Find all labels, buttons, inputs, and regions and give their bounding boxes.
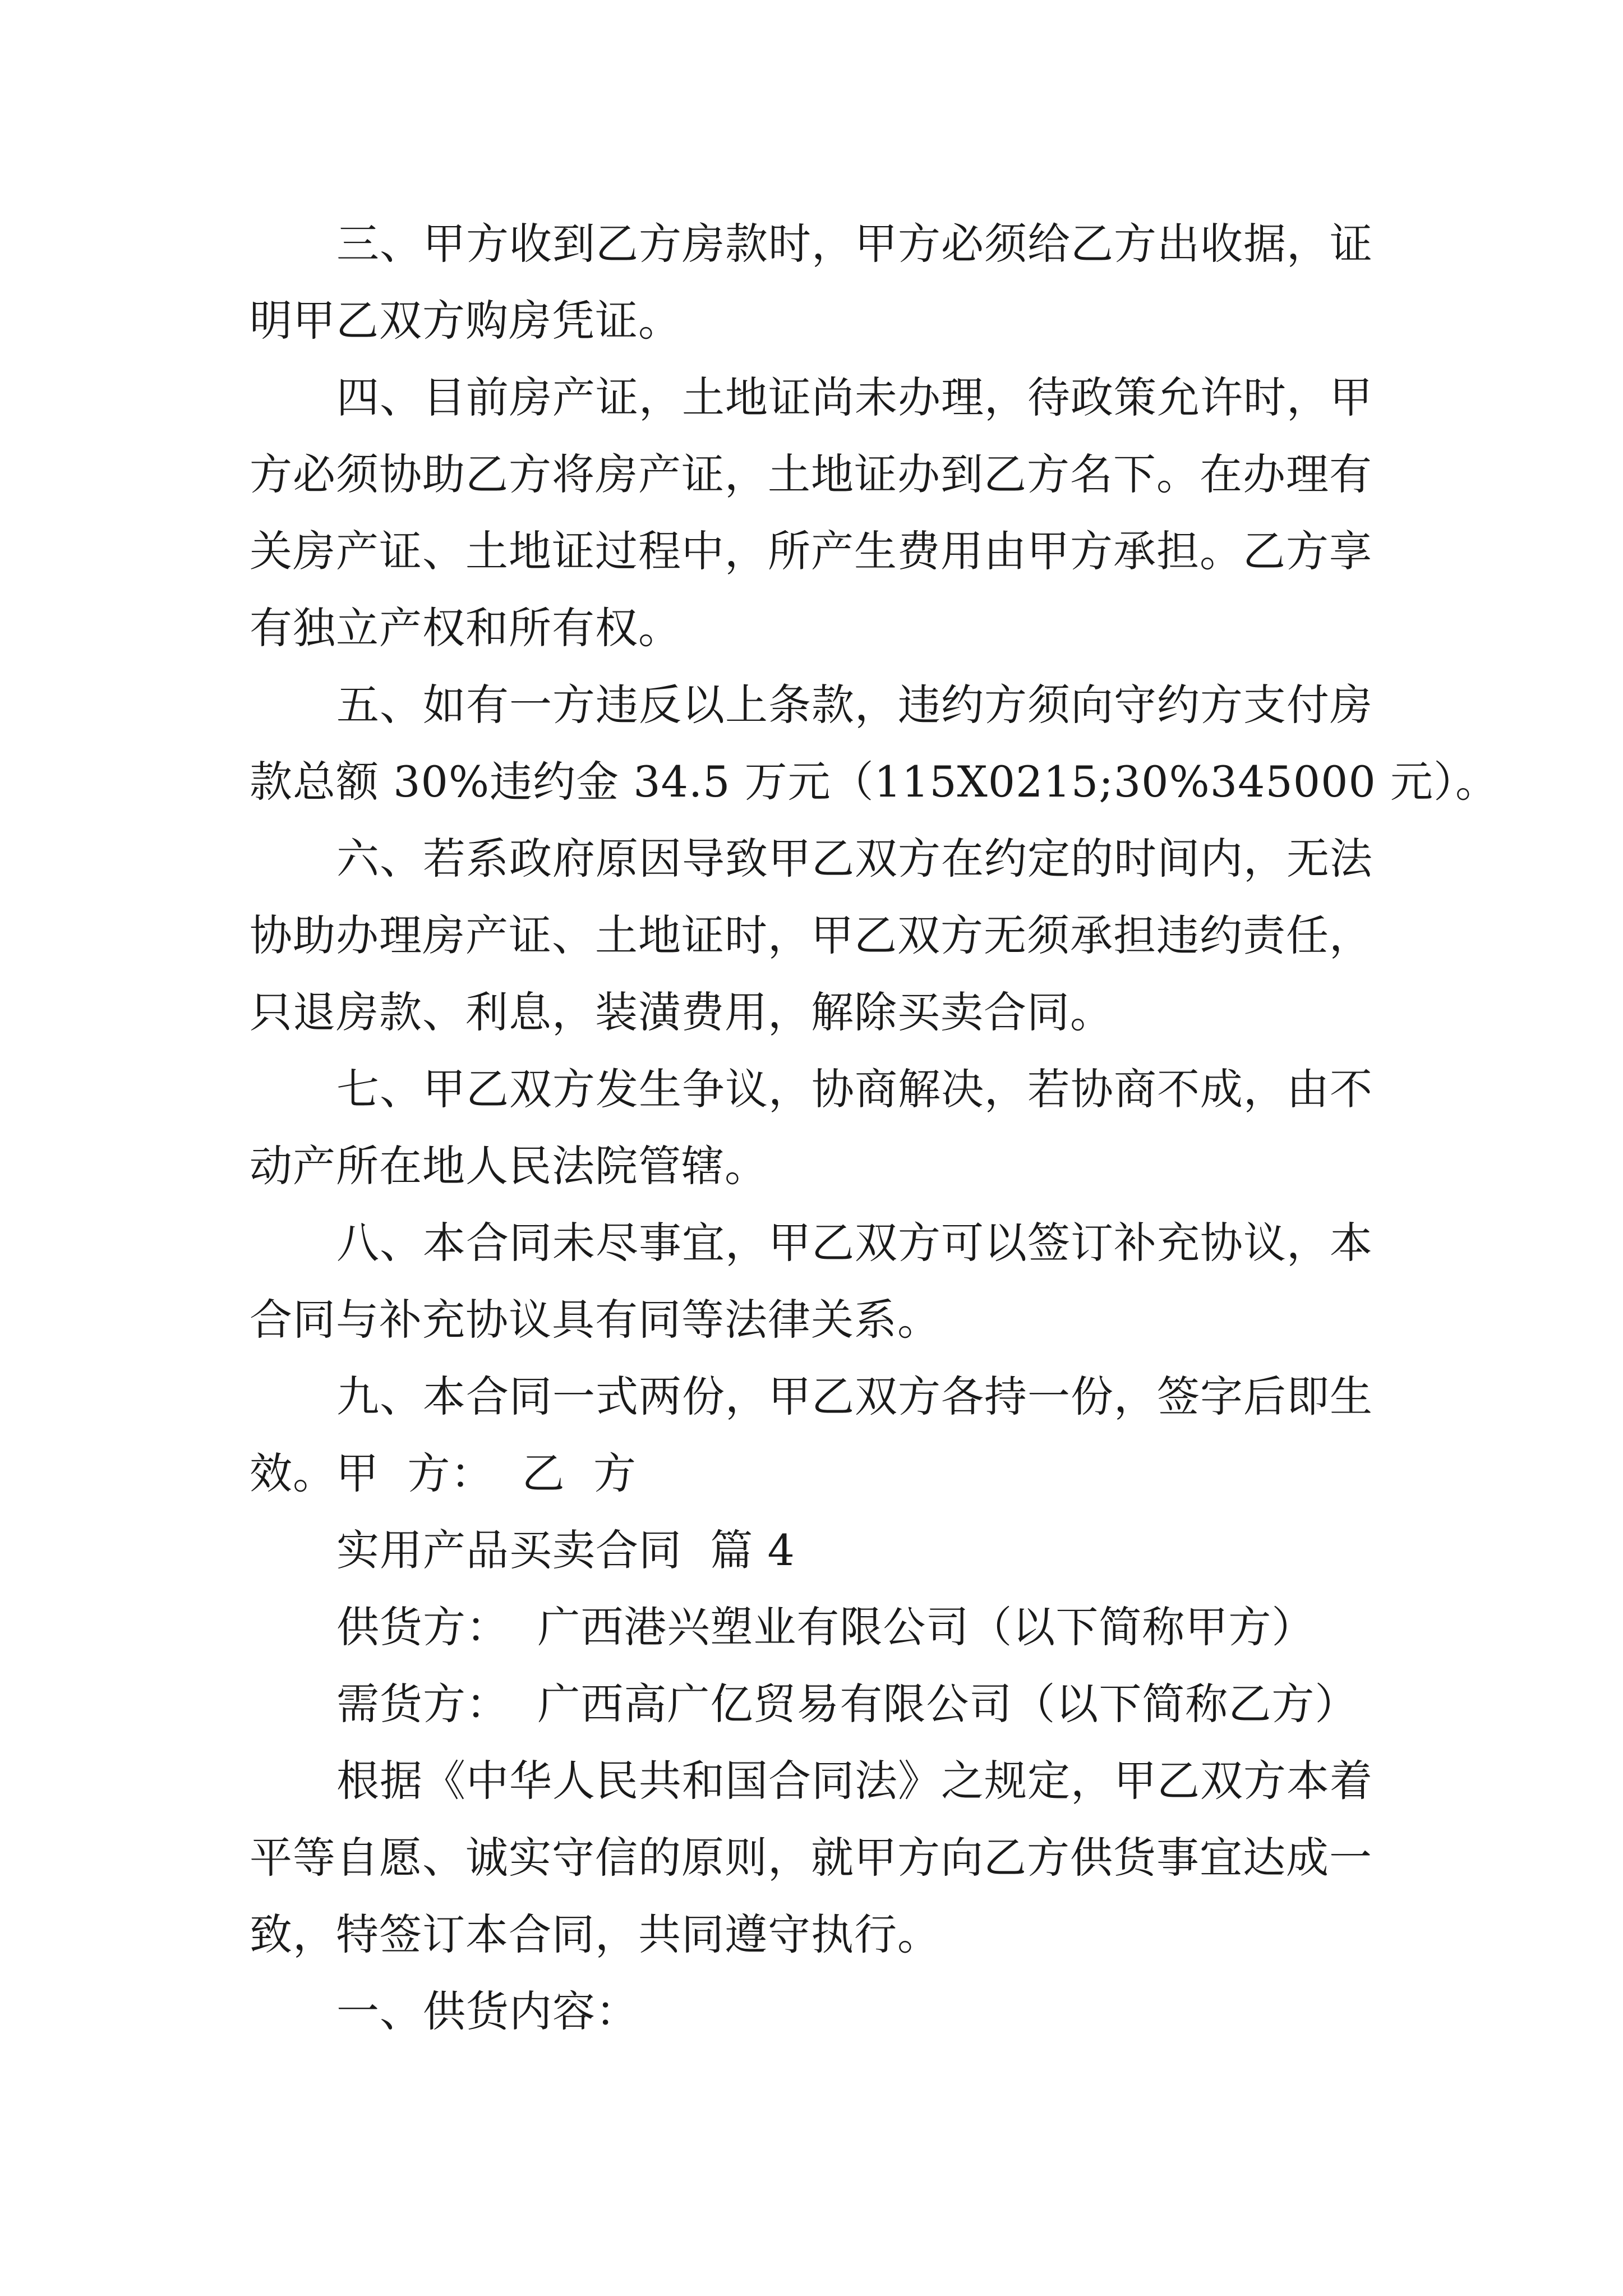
section-title: 实用产品买卖合同 篇 4: [336, 1525, 795, 1575]
intro-line-3: 致，特签订本合同，共同遵守执行。: [250, 1910, 940, 1959]
paragraph-3-line-2: 明甲乙双方购房凭证。: [250, 296, 681, 346]
clause-1-heading: 一、供货内容：: [336, 1986, 639, 2036]
paragraph-9-line-1: 九、本合同一式两份，甲乙双方各持一份，签字后即生: [336, 1372, 1373, 1421]
paragraph-4-line-4: 有独立产权和所有权。: [250, 603, 681, 653]
paragraph-3-line-1: 三、甲方收到乙方房款时，甲方必须给乙方出收据，证: [336, 219, 1373, 269]
paragraph-6-line-3: 只退房款、利息，装潢费用，解除买卖合同。: [250, 987, 1113, 1037]
paragraph-6-line-1: 六、若系政府原因导致甲乙双方在约定的时间内，无法: [336, 834, 1373, 884]
buyer-line: 需货方： 广西高广亿贸易有限公司（以下简称乙方）: [336, 1679, 1358, 1729]
paragraph-6-line-2: 协助办理房产证、土地证时，甲乙双方无须承担违约责任，: [250, 910, 1372, 960]
paragraph-7-line-1: 七、甲乙双方发生争议，协商解决，若协商不成，由不: [336, 1064, 1373, 1114]
paragraph-4-line-3: 关房产证、土地证过程中，所产生费用由甲方承担。乙方享: [250, 526, 1372, 576]
paragraph-9-line-2: 效。甲 方： 乙 方: [250, 1448, 637, 1498]
intro-line-1: 根据《中华人民共和国合同法》之规定，甲乙双方本着: [336, 1756, 1373, 1806]
paragraph-5-line-1: 五、如有一方违反以上条款，违约方须向守约方支付房: [336, 680, 1373, 730]
paragraph-8-line-2: 合同与补充协议具有同等法律关系。: [250, 1295, 940, 1345]
intro-line-2: 平等自愿、诚实守信的原则，就甲方向乙方供货事宜达成一: [250, 1833, 1372, 1883]
paragraph-8-line-1: 八、本合同未尽事宜，甲乙双方可以签订补充协议，本: [336, 1218, 1373, 1268]
paragraph-4-line-2: 方必须协助乙方将房产证，土地证办到乙方名下。在办理有: [250, 449, 1372, 499]
paragraph-7-line-2: 动产所在地人民法院管辖。: [250, 1141, 768, 1191]
paragraph-4-line-1: 四、目前房产证，土地证尚未办理，待政策允许时，甲: [336, 372, 1373, 422]
supplier-line: 供货方： 广西港兴塑业有限公司（以下简称甲方）: [336, 1602, 1315, 1652]
paragraph-5-line-2: 款总额 30%违约金 34.5 万元（115X0215;30%345000 元）。: [250, 757, 1499, 807]
